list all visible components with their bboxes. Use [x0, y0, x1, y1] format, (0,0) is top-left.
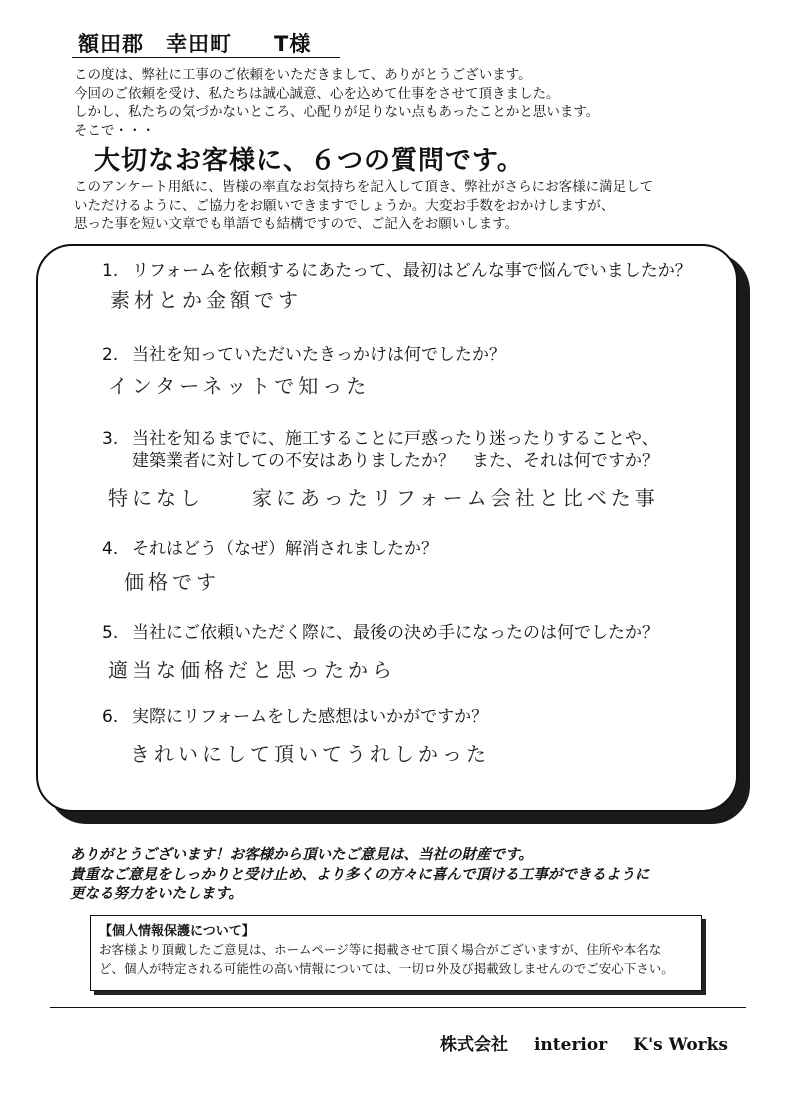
- question-box: [36, 244, 738, 812]
- question-text-2: 建築業者に対しての不安はありましたか？ また、それは何ですか？: [132, 451, 659, 471]
- question-number: 6.: [102, 707, 119, 727]
- question-text: リフォームを依頼するにあたって、最初はどんな事で悩んでいましたか？: [132, 261, 692, 281]
- intro-line: そこで・・・: [74, 122, 155, 139]
- thanks-line: 更なる努力をいたします。: [70, 886, 243, 902]
- intro-line: 今回のご依頼を受け、私たちは誠心誠意、心を込めて仕事をさせて頂きました。: [74, 85, 560, 102]
- thanks-message: [70, 846, 649, 905]
- question-number: 4.: [102, 539, 119, 559]
- question-text: 当社を知っていただいたきっかけは何でしたか？: [132, 345, 506, 365]
- privacy-title: 【個人情報保護について】: [99, 924, 255, 939]
- answer-4: 価格です: [124, 570, 220, 594]
- answer-1: 素材とか金額です: [110, 288, 302, 312]
- privacy-notice: [90, 915, 702, 991]
- question-4: [102, 538, 438, 560]
- footer-divider: [50, 1007, 746, 1008]
- privacy-body: [99, 940, 674, 978]
- town: 幸田町: [166, 32, 232, 56]
- privacy-line: お客様より頂戴したご意見は、ホームページ等に掲載させて頂く場合がございますが、住所や本名な: [99, 942, 662, 957]
- company-name: [440, 1030, 728, 1055]
- instruction-line: 思った事を短い文章でも単語でも結構ですので、ご記入をお願いします。: [74, 216, 519, 232]
- question-3: [102, 428, 659, 472]
- instruction-line: このアンケート用紙に、皆様の率直なお気持ちを記入して頂き、弊社がさらにお客様に満足して: [74, 179, 654, 195]
- question-text: 当社にご依頼いただく際に、最後の決め手になったのは何でしたか？: [132, 623, 659, 643]
- district: 額田郡: [78, 32, 144, 56]
- question-number: 1.: [102, 261, 119, 281]
- customer-name: T様: [274, 32, 312, 56]
- privacy-line: ど、個人が特定される可能性の高い情報については、一切ロ外及び掲載致しませんのでご安心下さい。: [99, 961, 674, 976]
- question-text: 実際にリフォームをした感想はいかがですか？: [132, 707, 489, 727]
- company-kind: 株式会社: [439, 1035, 508, 1055]
- question-6: [102, 706, 488, 728]
- question-number: 5.: [102, 623, 119, 643]
- question-1: [102, 260, 692, 282]
- answer-5: 適当な価格だと思ったから: [108, 658, 396, 682]
- question-2: [102, 344, 506, 366]
- answer-2: インターネットで知った: [108, 374, 371, 398]
- customer-header: [78, 28, 333, 58]
- thanks-line: 貴重なご意見をしっかりと受け止め、より多くの方々に喜んで頂ける工事ができるように: [70, 866, 650, 883]
- answer-3: 特になし 家にあったリフォーム会社と比べた事: [108, 486, 659, 510]
- thanks-line: ありがとうございます！お客様から頂いたご意見は、当社の財産です。: [70, 847, 533, 863]
- intro-line: しかし、私たちの気づかないところ、心配りが足りない点もあったことかと思います。: [74, 104, 600, 120]
- header-underline: [72, 57, 340, 58]
- intro-line: この度は、弊社に工事のご依頼をいただきまして、ありがとうございます。: [74, 67, 532, 83]
- intro-text: [74, 66, 599, 140]
- question-text: それはどう（なぜ）解消されましたか？: [132, 539, 438, 559]
- answer-6: きれいにして頂いてうれしかった: [130, 742, 490, 766]
- instruction-line: いただけるように、ご協力をお願いできますでしょうか。大変お手数をおかけしますが、: [74, 197, 615, 214]
- headline: 大切なお客様に、６つの質問です。: [94, 146, 524, 176]
- question-number: 3.: [102, 429, 119, 449]
- company-name-2: K's Works: [633, 1035, 728, 1055]
- question-number: 2.: [102, 345, 119, 365]
- survey-instructions: [74, 178, 653, 234]
- company-name-1: interior: [533, 1035, 608, 1055]
- question-text: 当社を知るまでに、施工することに戸惑ったり迷ったりすることや、: [132, 429, 659, 449]
- question-5: [102, 622, 659, 644]
